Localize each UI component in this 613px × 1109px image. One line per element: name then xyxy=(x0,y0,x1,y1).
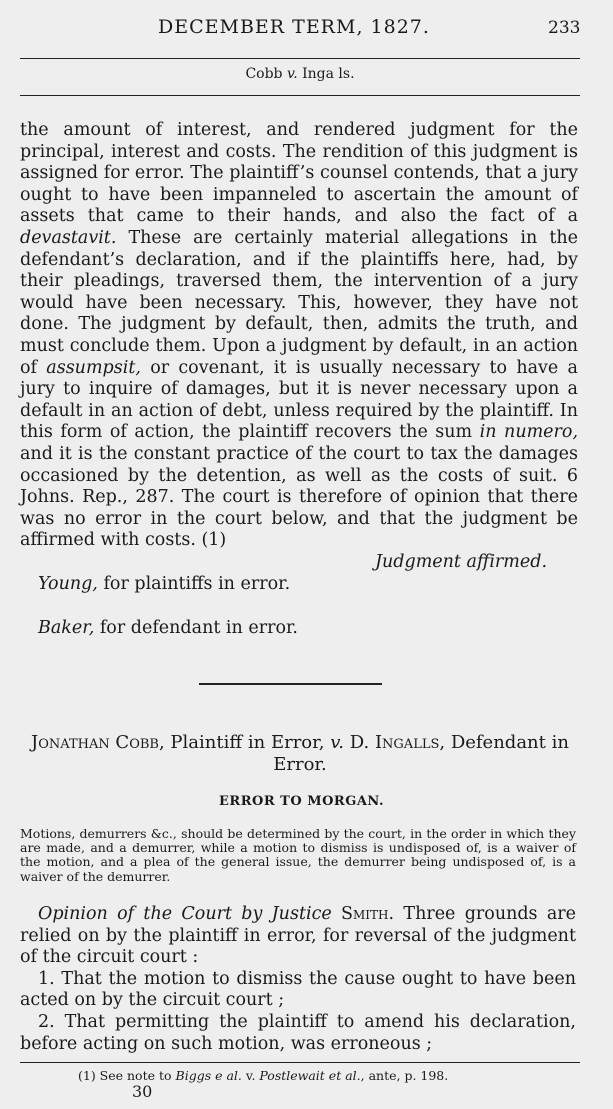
opinion-text: Three grounds are relied on by the plaintiff in error, for reversal of the judgment of the circuit court : xyxy=(20,904,576,968)
header-rule-top xyxy=(20,58,580,59)
opinion-intro-italic: Opinion of the Court by Justice xyxy=(38,904,332,924)
body-text-1: the amount of interest, and rendered judgment for the principal, interest and costs. The rendition of this judgment is assigned for error. The plaintiff’s counsel contends, that a jury ought to have been impanneled to ascertain the amount of assets that came to their hands, and also the fact of a xyxy=(20,120,578,227)
footnote-case-a: Biggs e al. xyxy=(175,1068,242,1083)
counsel-plaintiff-name: Young, xyxy=(38,574,98,594)
footnote-rule xyxy=(20,1062,580,1063)
case-title-plaintiff: Jonathan Cobb, xyxy=(31,732,165,753)
caption-left: Cobb xyxy=(245,66,287,82)
case-title-role1: Plaintiff in Error, xyxy=(164,732,331,753)
footnote-suffix: , ante, p. 198. xyxy=(360,1068,449,1083)
section-separator xyxy=(199,683,382,685)
caption-right: Inga ls. xyxy=(297,66,355,82)
body-italic-in-numero: in numero, xyxy=(479,422,579,443)
counsel-defendant-name: Baker, xyxy=(38,618,95,638)
counsel-defendant xyxy=(38,618,298,638)
signature-mark: 30 xyxy=(132,1082,153,1101)
case-title xyxy=(20,732,580,776)
caption-v: v. xyxy=(286,66,298,82)
footnote xyxy=(78,1068,448,1083)
opinion-body xyxy=(20,904,576,1055)
body-text-4: and it is the constant practice of the court to tax the damages occasioned by the detention, as well as the costs of suit. 6 Johns. Rep., 287. The court is therefore of opinion that there was no error in the court below, and that the judgment be affirmed with costs. (1) xyxy=(20,443,578,551)
case-subheading: ERROR TO MORGAN. xyxy=(219,794,384,809)
footnote-v: v. xyxy=(241,1068,260,1083)
page-number: 233 xyxy=(548,18,581,38)
headnote: Motions, demurrers &c., should be determined by the court, in the order in which they are made, and a demurrer, while a motion to dismiss is undisposed of, is a waiver of the motion, and a plea of the general issue, the demurrer being undisposed of, is a waiver of the demurrer. xyxy=(20,826,576,884)
ground-2: 2. That permitting the plaintiff to amend his declaration, before acting on such motion, was erroneous ; xyxy=(20,1011,576,1054)
body-text-2: These are certainly material allegations in the defendant’s declaration, and if the plaintiffs here, had, by their pleadings, traversed them, the intervention of a jury would have been necessary. This, however, they have not done. The judgment by default, then, admits the truth, and must conclude them. Upon a judgment by default, in an action of xyxy=(20,227,578,378)
body-italic-assumpsit: assumpsit, xyxy=(46,357,141,378)
case-title-initial: D. xyxy=(343,732,375,753)
body-text-3: or covenant, it is usually necessary to have a jury to inquire of damages, but it is never necessary upon a default in an action of debt, unless required by the plaintiff. In this form of action, the plaintiff recovers the sum xyxy=(20,357,578,443)
running-title: DECEMBER TERM, 1827. xyxy=(158,16,430,38)
body-italic-devastavit: devastavit. xyxy=(20,227,117,248)
case-title-role2: Defendant in Error. xyxy=(273,732,569,775)
judgment-line: Judgment affirmed. xyxy=(375,552,548,572)
case-title-defendant: Ingalls, xyxy=(374,732,446,753)
opinion-intro xyxy=(20,904,576,969)
counsel-plaintiff-text: for plaintiffs in error. xyxy=(97,574,291,594)
ground-1: 1. That the motion to dismiss the cause ought to have been acted on by the circuit court ; xyxy=(20,968,576,1011)
counsel-defendant-text: for defendant in error. xyxy=(94,618,298,638)
case-title-v: v. xyxy=(330,732,344,753)
footnote-case-b: Postlewait et al. xyxy=(259,1068,361,1083)
prior-case-body xyxy=(20,120,578,552)
footnote-prefix: (1) See note to xyxy=(78,1068,176,1083)
counsel-plaintiff xyxy=(38,574,290,594)
header-rule-bottom xyxy=(20,95,580,96)
running-head xyxy=(0,16,613,42)
opinion-justice: Smith. xyxy=(331,904,395,924)
prior-case-paragraph xyxy=(20,120,578,552)
case-caption xyxy=(0,66,600,82)
